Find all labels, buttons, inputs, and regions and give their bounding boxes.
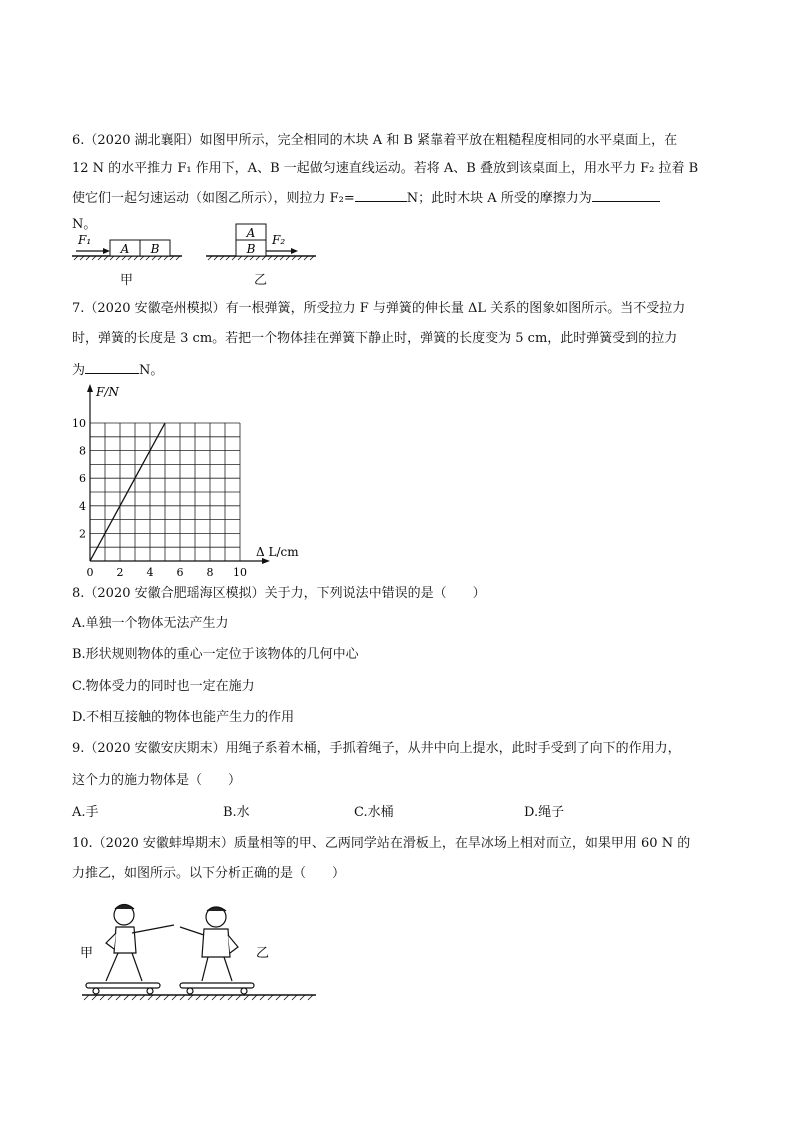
q10-person-yi	[180, 907, 254, 994]
q9-option-a: A.手	[72, 805, 99, 820]
q7-line-1: 7.（2020 安徽亳州模拟）有一根弹簧，所受拉力 F 与弹簧的伸长量 ΔL 关系的图象如图所示。当不受拉力	[72, 301, 686, 316]
q6-label-a-right: A	[246, 226, 256, 240]
q7-line-3-a: 为	[72, 363, 86, 378]
q6-answer-blank-2	[592, 188, 660, 202]
q8-option-c: C.物体受力的同时也一定在施力	[72, 679, 255, 694]
chart-x-tick-label: 2	[116, 566, 124, 579]
q7-line-2: 时，弹簧的长度是 3 cm。若把一个物体挂在弹簧下静止时，弹簧的长度变为 5 cm，此时弹簧受到的拉力	[72, 331, 678, 346]
q6-label-b-left: B	[150, 242, 160, 256]
chart-y-tick-label: 4	[79, 499, 86, 513]
chart-x-tick-label: 6	[176, 566, 184, 579]
chart-y-tick-label: 8	[79, 444, 86, 458]
q10-label-yi: 乙	[256, 946, 270, 961]
q6-label-f1: F₁	[78, 233, 92, 247]
q10-skaters-figure	[76, 895, 326, 1010]
q8-option-b: B.形状规则物体的重心一定位于该物体的几何中心	[72, 647, 359, 662]
q7-line-3	[72, 360, 163, 380]
chart-x-axis-label: Δ L/cm	[256, 545, 299, 559]
q6-line-3	[72, 188, 660, 208]
q7-answer-blank	[85, 360, 139, 374]
chart-y-axis-arrow	[87, 384, 93, 392]
q8-option-d: D.不相互接触的物体也能产生力的作用	[72, 710, 295, 725]
chart-y-axis-label: F/N	[96, 385, 119, 399]
chart-tick-labels	[72, 417, 247, 579]
chart-x-tick-label: 8	[206, 566, 214, 579]
q9-line-1: 9.（2020 安徽安庆期末）用绳子系着木桶，手抓着绳子，从井中向上提水，此时手受到了向下的作用力，	[72, 741, 681, 756]
q9-option-b: B.水	[223, 805, 250, 820]
q6-line-3-b: N；此时木块 A 所受的摩擦力为	[406, 191, 592, 206]
q10-line-1: 10.（2020 安徽蚌埠期末）质量相等的甲、乙两同学站在滑板上，在旱冰场上相对而立，如果甲用 60 N 的	[72, 836, 691, 851]
chart-axes	[87, 384, 270, 564]
q6-label-f2: F₂	[272, 233, 286, 247]
q8-option-a: A.单独一个物体无法产生力	[72, 616, 229, 631]
q6-label-a-left: A	[120, 242, 130, 256]
chart-x-tick-label: 0	[86, 566, 94, 579]
q6-caption-left: 甲	[120, 273, 134, 288]
chart-x-tick-label: 10	[233, 566, 247, 579]
q9-line-2: 这个力的施力物体是（ ）	[72, 773, 242, 788]
q6-caption-right: 乙	[254, 273, 268, 288]
q7-spring-chart	[66, 380, 316, 580]
q7-line-3-b: N。	[139, 363, 164, 378]
q6-answer-blank-1	[355, 188, 407, 202]
q6-line-2: 12 N 的水平推力 F₁ 作用下，A、B 一起做匀速直线运动。若将 A、B 叠放到该桌面上，用水平力 F₂ 拉着 B	[72, 161, 699, 176]
q6-figure	[70, 222, 330, 266]
q9-option-d: D.绳子	[524, 805, 565, 820]
q6-arrowhead-f1	[103, 248, 110, 254]
q10-line-2: 力推乙，如图所示。以下分析正确的是（ ）	[72, 866, 346, 881]
chart-grid	[90, 423, 240, 561]
chart-x-tick-label: 4	[146, 566, 154, 579]
chart-y-tick-label: 6	[79, 472, 86, 486]
q6-line-1: 6.（2020 湖北襄阳）如图甲所示，完全相同的木块 A 和 B 紧靠着平放在粗糙程度相同的水平桌面上，在	[72, 133, 678, 148]
q9-option-c: C.水桶	[354, 805, 394, 820]
q6-line-3-a: 使它们一起匀速运动（如图乙所示），则拉力 F₂=	[72, 191, 355, 206]
chart-y-tick-label: 2	[79, 527, 86, 541]
q10-person-jia	[86, 905, 174, 995]
q6-line-4: N。	[72, 217, 97, 232]
q8-stem: 8.（2020 安徽合肥瑶海区模拟）关于力，下列说法中错误的是（ ）	[72, 586, 486, 601]
q10-label-jia: 甲	[80, 946, 94, 961]
chart-y-tick-label: 10	[72, 417, 86, 430]
q6-arrowhead-f2	[291, 248, 298, 254]
q6-label-b-right: B	[246, 242, 256, 256]
